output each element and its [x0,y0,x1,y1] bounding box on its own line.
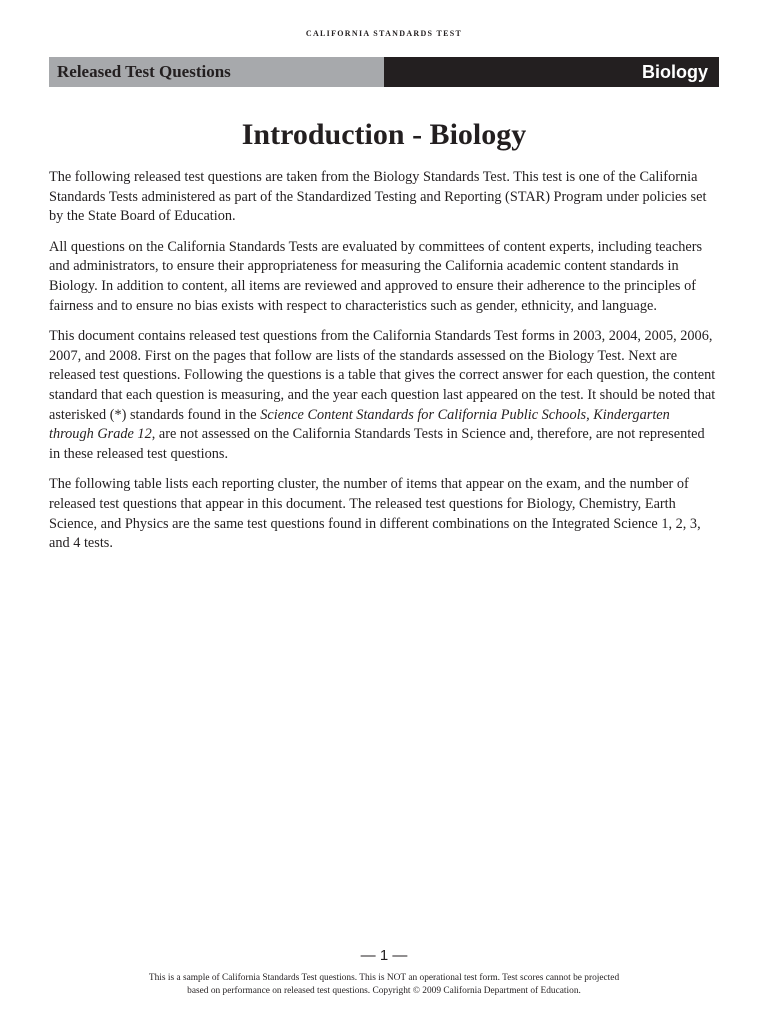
running-head: CALIFORNIA STANDARDS TEST [305,29,463,38]
standards-document-title: Science Content Standards for California Public Schools, Kindergarten through Grade 12 [49,406,670,443]
intro-body [49,168,717,565]
page-title: Introduction - Biology [241,118,527,151]
page-number: — 1 — [360,947,408,964]
paragraph-1: The following released test questions are taken from the Biology Standards Test. This test is one of the California Standards Tests administered as part of the Standardized Testing and Reporting (STAR) Program under policies set by the State Board of Education. [49,169,707,225]
banner-released-test-questions: Released Test Questions [49,57,384,87]
banner-subject: Biology [384,57,719,87]
paragraph-2: All questions on the California Standards Tests are evaluated by committees of content experts, including teachers and administrators, to ensure their appropriateness for measuring the California academic content standards in Biology. In addition to content, all items are reviewed and approved to ensure their adherence to the principles of fairness and to ensure no bias exists with respect to characteristics such as gender, ethnicity, and language. [49,238,703,314]
paragraph-3-text-start: This document contains released test questions from the California Standards Test forms in 2003, 2004, 2005, 2006, 2007, and 2008. First on the pages that follow are lists of the standards assessed on the Biology Test. Next are released test questions. Following the questions is a table that gives the correct answer for each question, the content standard that each question is measuring, and the year each question last appeared on the test. It should be noted that asterisked (*) standards found in the [49,328,716,423]
paragraph-3-text-end: , are not assessed on the California Standards Tests in Science and, therefore, are not represented in these released test questions. [49,426,705,462]
copyright-footer [0,972,768,997]
section-banner [49,57,719,87]
footer-line-2: based on performance on released test questions. Copyright © 2009 California Department of Education. [187,985,581,996]
footer-line-1: This is a sample of California Standards Test questions. This is NOT an operational test form. Test scores cannot be projected [148,973,620,983]
paragraph-4: The following table lists each reporting cluster, the number of items that appear on the exam, and the number of released test questions that appear in this document. The released test questions for Biology, Chemistry, Earth Science, and Physics are the same test questions found in different combinations on the Integrated Science 1, 2, 3, and 4 tests. [49,476,701,552]
paragraph-3 [49,327,717,464]
